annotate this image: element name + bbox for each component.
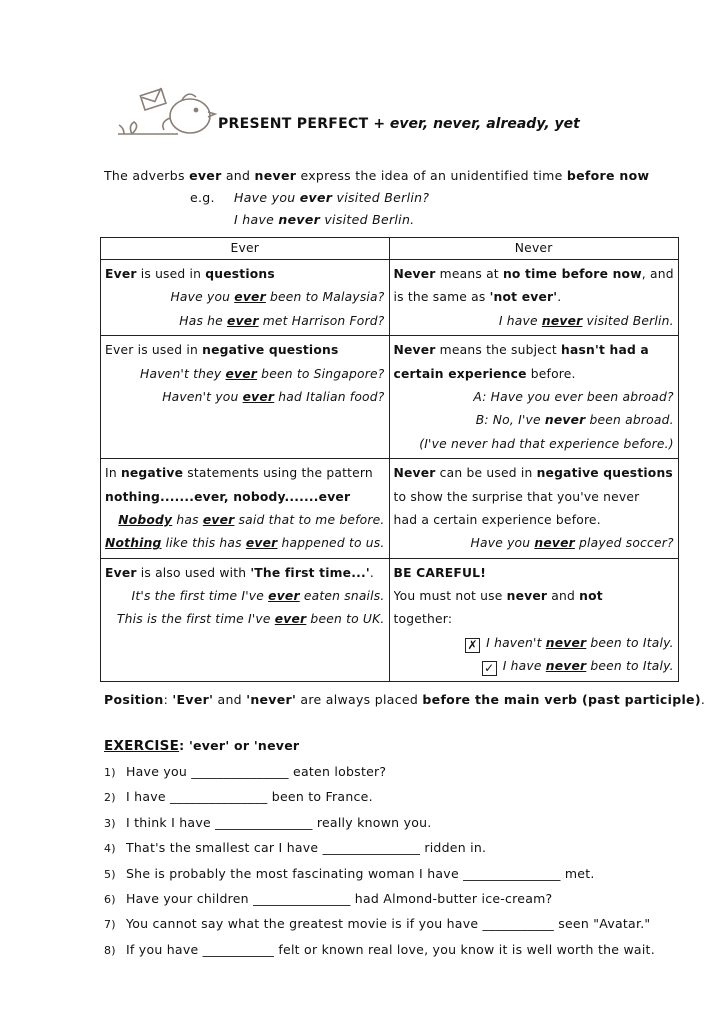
- rule-line: You must not use never and not: [393, 589, 603, 604]
- checkbox-checked-icon: ✓: [482, 661, 497, 676]
- rule-line: Ever is used in questions: [105, 267, 275, 281]
- bird-with-letter-icon: [112, 76, 222, 140]
- exercise-section: [104, 738, 704, 967]
- item-text: Have your children _______________ had Almond-butter ice-cream?: [126, 890, 553, 906]
- item-text: I have _______________ been to France.: [126, 789, 373, 805]
- rule-line: ✗ I haven't never been to Italy.: [394, 632, 674, 655]
- rule-line: Never can be used in negative questions: [393, 466, 673, 481]
- item-number: 8): [104, 943, 116, 957]
- exercise-subheading: : 'ever' or 'never: [179, 738, 300, 753]
- item-text: I think I have _______________ really known you.: [126, 814, 432, 830]
- exercise-item: [104, 815, 704, 840]
- item-text: If you have ___________ felt or known real love, you know it is well worth the wait.: [126, 941, 655, 957]
- exercise-item: [104, 789, 704, 814]
- exercise-heading: EXERCISE: [104, 738, 180, 754]
- rule-line: nothing.......ever, nobody.......ever: [105, 489, 351, 504]
- ever-cell: [101, 558, 390, 681]
- table-row: [101, 558, 679, 681]
- item-number: 2): [104, 791, 116, 805]
- rule-line: is the same as 'not ever'.: [393, 290, 562, 305]
- exercise-item: [104, 840, 704, 865]
- never-cell: [389, 558, 678, 681]
- rule-line: BE CAREFUL!: [393, 565, 487, 580]
- rule-line: Has he ever met Harrison Ford?: [179, 313, 385, 328]
- table-row: [101, 459, 679, 559]
- ever-never-table: [100, 237, 679, 682]
- item-text: You cannot say what the greatest movie is if you have ___________ seen "Avatar.": [126, 916, 651, 932]
- rule-line: ✓ I have never been to Italy.: [394, 655, 674, 678]
- exercise-item: [104, 916, 704, 941]
- rule-line: Haven't you ever had Italian food?: [162, 389, 385, 404]
- exercise-item: [104, 891, 704, 916]
- position-note: Position: 'Ever' and 'never' are always placed before the main verb (past participle).: [104, 692, 706, 707]
- intro-example-1: [104, 190, 684, 212]
- rule-line: Have you ever been to Malaysia?: [170, 290, 385, 305]
- rule-line: to show the surprise that you've never: [393, 489, 640, 504]
- rule-line: This is the first time I've ever been to UK.: [116, 612, 385, 627]
- rule-line: Ever is used in negative questions: [105, 343, 339, 358]
- ever-cell: [101, 336, 390, 459]
- ever-cell: [101, 459, 390, 559]
- ever-cell: [101, 260, 390, 336]
- exercise-item: [104, 942, 704, 967]
- page-title: PRESENT PERFECT + ever, never, already, yet: [218, 116, 580, 132]
- rule-line: Haven't they ever been to Singapore?: [140, 366, 385, 381]
- rule-line: In negative statements using the pattern: [105, 466, 373, 481]
- intro-example-2: [104, 212, 684, 234]
- rule-line: B: No, I've never been abroad.: [475, 413, 674, 428]
- rule-line: Never means the subject hasn't had a: [393, 343, 649, 358]
- item-number: 4): [104, 842, 116, 856]
- exercise-item: [104, 764, 704, 789]
- rule-line: (I've never had that experience before.): [419, 436, 674, 451]
- rule-line: I have never visited Berlin.: [498, 313, 674, 328]
- table-row: [101, 336, 679, 459]
- header-never: Never: [389, 238, 678, 260]
- eg-label: e.g.: [190, 190, 215, 205]
- item-number: 1): [104, 766, 116, 779]
- rule-line: Nobody has ever said that to me before.: [118, 512, 385, 527]
- item-number: 5): [104, 867, 116, 881]
- never-cell: [389, 260, 678, 336]
- item-text: Have you _______________ eaten lobster?: [126, 764, 387, 779]
- item-number: 6): [104, 892, 116, 906]
- exercise-list: [104, 764, 704, 967]
- table-row: [101, 260, 679, 336]
- rule-line: Never means at no time before now, and: [393, 267, 674, 281]
- rule-line: It's the first time I've ever eaten snails.: [131, 589, 385, 604]
- example-question: Have you ever visited Berlin?: [234, 190, 430, 205]
- exercise-title: [104, 738, 704, 764]
- rule-line: certain experience before.: [393, 366, 576, 381]
- checkbox-crossed-icon: ✗: [465, 638, 480, 653]
- never-cell: [389, 459, 678, 559]
- worksheet-header: [100, 76, 680, 146]
- rule-line: Have you never played soccer?: [470, 536, 674, 551]
- header-ever: Ever: [101, 238, 390, 260]
- item-text: She is probably the most fascinating woman I have _______________ met.: [126, 865, 595, 881]
- item-number: 3): [104, 816, 116, 830]
- exercise-item: [104, 866, 704, 891]
- item-text: That's the smallest car I have _______________ ridden in.: [126, 840, 487, 856]
- never-cell: [389, 336, 678, 459]
- rule-line: A: Have you ever been abroad?: [473, 389, 674, 404]
- rule-line: Ever is also used with 'The first time...'.: [105, 565, 374, 580]
- example-answer: I have never visited Berlin.: [234, 212, 415, 227]
- intro-section: [104, 168, 684, 234]
- rule-line: Nothing like this has ever happened to us.: [105, 536, 385, 551]
- table-header-row: [101, 238, 679, 260]
- rule-line: together:: [393, 612, 453, 627]
- rule-line: had a certain experience before.: [393, 512, 601, 527]
- item-number: 7): [104, 918, 116, 932]
- intro-sentence: The adverbs ever and never express the idea of an unidentified time before now: [104, 168, 650, 183]
